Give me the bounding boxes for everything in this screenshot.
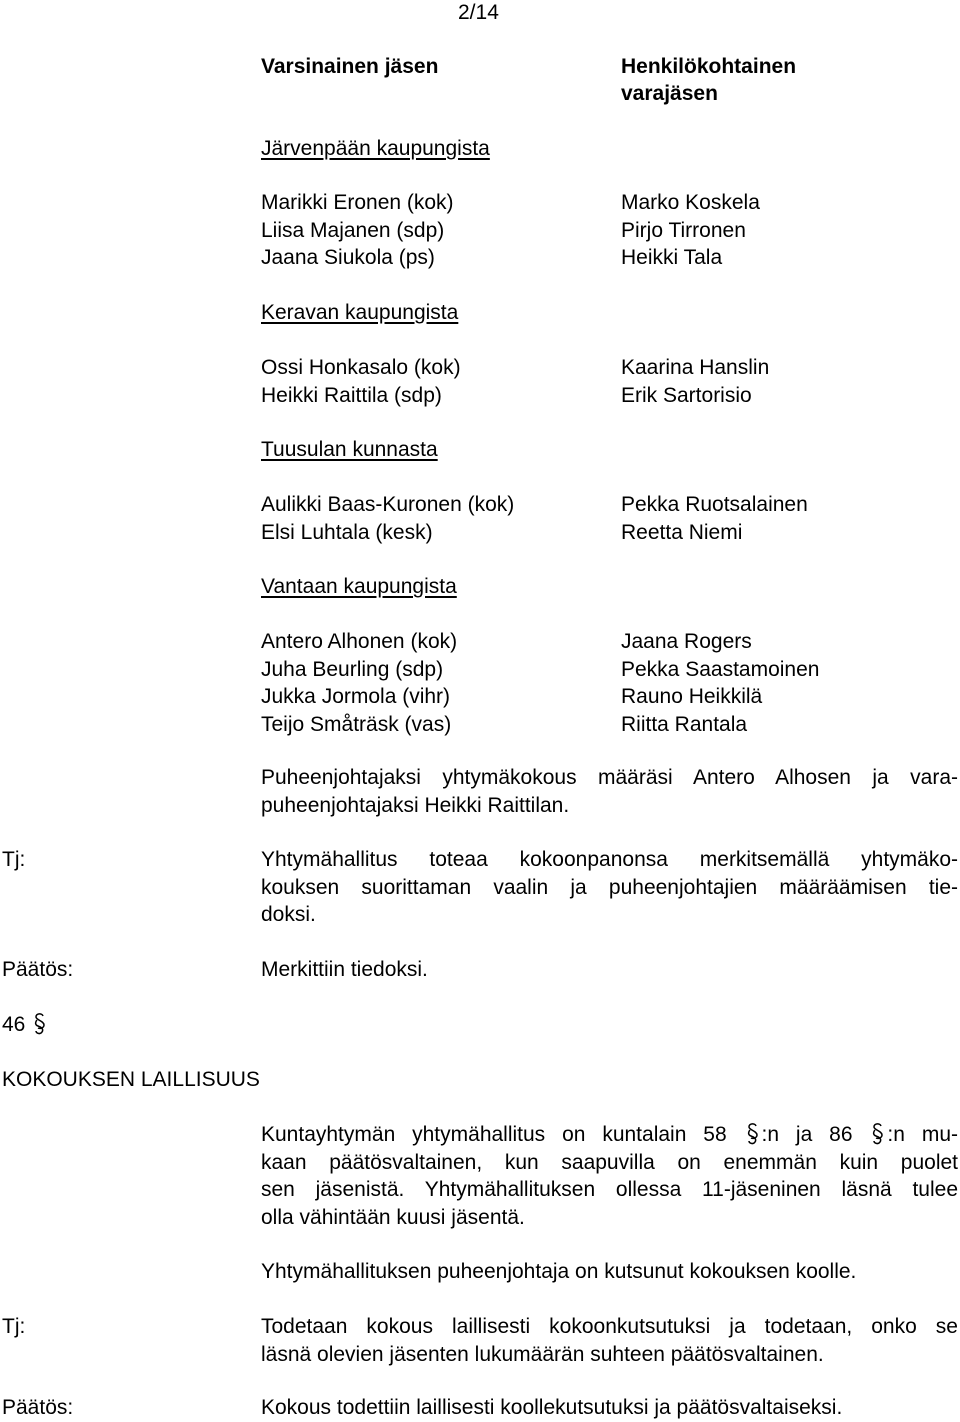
deputy-list-vantaa: [621, 628, 819, 738]
deputy-name: Pekka Ruotsalainen: [621, 493, 808, 516]
legal-paragraph-line: sen jäsenistä. Yhtymähallituksen ollessa 11-jäseninen läsnä tulee: [261, 1178, 958, 1201]
legal-paragraph-line: Kuntayhtymän yhtymähallitus on kuntalain 58 :n ja 86 :n mu-: [261, 1123, 958, 1146]
tj-proposal-line: Todetaan kokous laillisesti kokoonkutsutuksi ja todetaan, onko se: [261, 1315, 958, 1338]
chair-note: [261, 764, 958, 819]
deputy-name: Riitta Rantala: [621, 712, 748, 736]
tj-label: Tj:: [2, 1315, 26, 1338]
member-list-jarvenpaa: [261, 189, 454, 272]
member-name: Liisa Majanen (sdp): [261, 218, 445, 242]
deputy-column-header-line2: varajäsen: [621, 82, 718, 105]
deputy-name: Pirjo Tirronen: [621, 218, 746, 242]
group-heading-tuusula: Tuusulan kunnasta: [261, 438, 438, 461]
member-list-vantaa: [261, 628, 457, 738]
member-name: Jukka Jormola (vihr): [261, 685, 451, 708]
chair-note-line: puheenjohtajaksi Heikki Raittilan.: [261, 793, 570, 817]
member-list-kerava: [261, 354, 461, 409]
legal-paragraph-line: olla vähintään kuusi jäsentä.: [261, 1205, 525, 1229]
member-name: Antero Alhonen (kok): [261, 630, 458, 653]
tj-proposal: [261, 1313, 958, 1368]
tj-proposal-line: doksi.: [261, 903, 316, 926]
section-sign-icon: [869, 1121, 887, 1145]
deputy-name: Rauno Heikkilä: [621, 685, 763, 708]
decision-label: Päätös:: [2, 958, 74, 981]
section-number: [2, 1011, 49, 1039]
deputy-name: Erik Sartorisio: [621, 383, 752, 407]
tj-label: Tj:: [2, 848, 26, 871]
legal-paragraph-line: kaan päätösvaltainen, kun saapuvilla on enemmän kuin puolet: [261, 1150, 958, 1174]
decision-text: Kokous todettiin laillisesti koollekutsutuksi ja päätösvaltaiseksi.: [261, 1396, 843, 1419]
tj-proposal-line: läsnä olevien jäsenten lukumäärän suhteen päätösvaltainen.: [261, 1342, 824, 1366]
section-title: KOKOUKSEN LAILLISUUS: [2, 1068, 260, 1091]
member-list-tuusula: [261, 491, 514, 546]
decision-text: Merkittiin tiedoksi.: [261, 958, 428, 981]
deputy-list-jarvenpaa: [621, 189, 760, 272]
deputy-name: Heikki Tala: [621, 246, 723, 269]
tj-proposal-line: kouksen suorittaman vaalin ja puheenjohtajien määräämisen tie-: [261, 875, 958, 899]
member-name: Jaana Siukola (ps): [261, 246, 435, 269]
convened-note: Yhtymähallituksen puheenjohtaja on kutsunut kokouksen koolle.: [261, 1260, 857, 1283]
legal-paragraph: [261, 1121, 958, 1231]
deputy-list-tuusula: [621, 491, 808, 546]
deputy-name: Pekka Saastamoinen: [621, 657, 820, 681]
deputy-name: Reetta Niemi: [621, 520, 743, 544]
deputy-list-kerava: [621, 354, 769, 409]
member-name: Ossi Honkasalo (kok): [261, 356, 461, 379]
member-name: Marikki Eronen (kok): [261, 191, 454, 214]
member-column-header: Varsinainen jäsen: [261, 55, 439, 78]
tj-proposal: [261, 846, 958, 929]
section-sign-icon: [31, 1011, 49, 1035]
group-heading-jarvenpaa: Järvenpään kaupungista: [261, 137, 490, 160]
member-name: Aulikki Baas-Kuronen (kok): [261, 493, 515, 516]
deputy-name: Kaarina Hanslin: [621, 356, 770, 379]
decision-label: Päätös:: [2, 1396, 74, 1419]
chair-note-line: Puheenjohtajaksi yhtymäkokous määräsi Antero Alhosen ja vara-: [261, 766, 958, 789]
member-name: Elsi Luhtala (kesk): [261, 520, 433, 544]
page-number: 2/14: [458, 1, 499, 24]
member-name: Teijo Småträsk (vas): [261, 712, 452, 736]
group-heading-kerava: Keravan kaupungista: [261, 301, 459, 324]
member-name: Heikki Raittila (sdp): [261, 383, 442, 407]
group-heading-vantaa: Vantaan kaupungista: [261, 575, 457, 598]
section-sign-icon: [744, 1121, 762, 1145]
member-name: Juha Beurling (sdp): [261, 657, 444, 681]
tj-proposal-line: Yhtymähallitus toteaa kokoonpanonsa merkitsemällä yhtymäko-: [261, 848, 958, 871]
deputy-name: Jaana Rogers: [621, 630, 752, 653]
deputy-name: Marko Koskela: [621, 191, 760, 214]
deputy-column-header-line1: Henkilökohtainen: [621, 55, 797, 78]
section-number-text: 46: [2, 1013, 26, 1036]
